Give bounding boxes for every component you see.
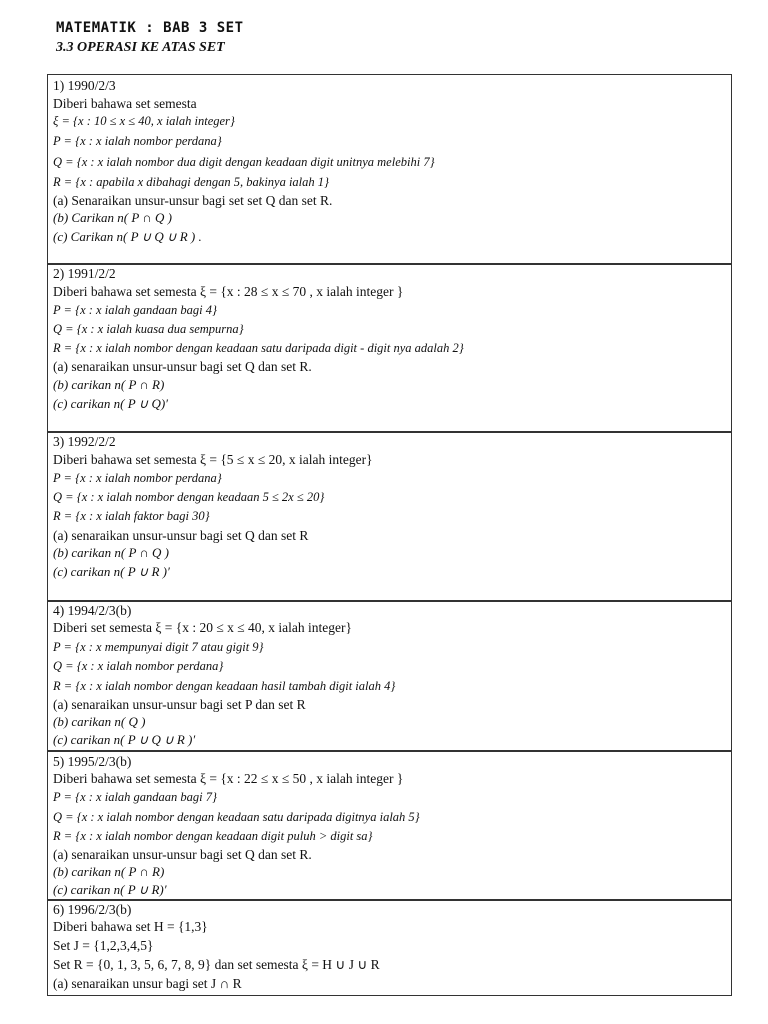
set-j-definition: Set J = {1,2,3,4,5} — [53, 938, 154, 953]
set-p-definition: P = {x : x ialah nombor perdana} — [53, 471, 222, 485]
set-q-definition: Q = {x : x ialah nombor perdana} — [53, 659, 224, 673]
part-a: (a) Senaraikan unsur-unsur bagi set set Q dan set R. — [53, 193, 333, 208]
question-box-6 — [47, 900, 732, 996]
set-q-definition: Q = {x : x ialah nombor dengan keadaan 5 ≤ 2x ≤ 20} — [53, 490, 325, 504]
set-r-definition: Set R = {0, 1, 3, 5, 6, 7, 8, 9} dan set semesta ξ = H ∪ J ∪ R — [53, 957, 380, 972]
page-title: MATEMATIK : BAB 3 SET — [56, 20, 244, 36]
question-number: 6) 1996/2/3(b) — [53, 902, 132, 917]
part-c: (c) Carikan n( P ∪ Q ∪ R ) . — [53, 229, 202, 244]
part-b: (b) carikan n( Q ) — [53, 714, 146, 729]
universal-set-definition: Diberi bahawa set semesta ξ = {x : 28 ≤ x ≤ 70 , x ialah integer } — [53, 284, 404, 299]
part-a: (a) senaraikan unsur bagi set J ∩ R — [53, 976, 242, 991]
universal-set-definition: Diberi bahawa set semesta ξ = {5 ≤ x ≤ 20, x ialah integer} — [53, 452, 373, 467]
question-number: 3) 1992/2/2 — [53, 434, 116, 449]
set-p-definition: P = {x : x ialah gandaan bagi 4} — [53, 303, 218, 317]
set-q-definition: Q = {x : x ialah nombor dengan keadaan satu daripada digitnya ialah 5} — [53, 810, 420, 824]
part-b: (b) carikan n( P ∩ Q ) — [53, 545, 170, 560]
part-b: (b) Carikan n( P ∩ Q ) — [53, 210, 172, 225]
set-r-definition: R = {x : x ialah nombor dengan keadaan digit puluh > digit sa} — [53, 829, 373, 843]
question-box-4 — [47, 601, 732, 751]
part-b: (b) carikan n( P ∩ R) — [53, 864, 165, 879]
set-h-definition: Diberi bahawa set H = {1,3} — [53, 919, 208, 934]
set-p-definition: P = {x : x ialah gandaan bagi 7} — [53, 790, 218, 804]
universal-set-definition: ξ = {x : 10 ≤ x ≤ 40, x ialah integer} — [53, 114, 235, 128]
question-box-2 — [47, 264, 732, 432]
set-r-definition: R = {x : apabila x dibahagi dengan 5, bakinya ialah 1} — [53, 175, 330, 189]
question-number: 4) 1994/2/3(b) — [53, 603, 132, 618]
set-r-definition: R = {x : x ialah nombor dengan keadaan hasil tambah digit ialah 4} — [53, 679, 396, 693]
set-q-definition: Q = {x : x ialah nombor dua digit dengan keadaan digit unitnya melebihi 7} — [53, 155, 435, 169]
set-q-definition: Q = {x : x ialah kuasa dua sempurna} — [53, 322, 244, 336]
part-a: (a) senaraikan unsur-unsur bagi set P dan set R — [53, 697, 306, 712]
question-line: Diberi bahawa set semesta — [53, 96, 197, 111]
set-r-definition: R = {x : x ialah faktor bagi 30} — [53, 509, 210, 523]
question-box-5 — [47, 751, 732, 900]
set-r-definition: R = {x : x ialah nombor dengan keadaan satu daripada digit - digit nya adalah 2} — [53, 341, 464, 355]
question-box-1 — [47, 74, 732, 264]
part-b: (b) carikan n( P ∩ R) — [53, 377, 165, 392]
part-c: (c) carikan n( P ∪ R )′ — [53, 564, 170, 579]
part-c: (c) carikan n( P ∪ Q)′ — [53, 396, 169, 411]
question-box-3 — [47, 432, 732, 601]
set-p-definition: P = {x : x ialah nombor perdana} — [53, 134, 222, 148]
question-number: 5) 1995/2/3(b) — [53, 754, 132, 769]
part-c: (c) carikan n( P ∪ R)′ — [53, 882, 167, 897]
set-p-definition: P = {x : x mempunyai digit 7 atau gigit 9} — [53, 640, 264, 654]
universal-set-definition: Diberi bahawa set semesta ξ = {x : 22 ≤ x ≤ 50 , x ialah integer } — [53, 771, 404, 786]
part-a: (a) senaraikan unsur-unsur bagi set Q dan set R. — [53, 847, 312, 862]
part-a: (a) senaraikan unsur-unsur bagi set Q dan set R. — [53, 359, 312, 374]
section-subtitle: 3.3 OPERASI KE ATAS SET — [56, 40, 225, 55]
question-number: 2) 1991/2/2 — [53, 266, 116, 281]
part-c: (c) carikan n( P ∪ Q ∪ R )′ — [53, 732, 196, 747]
part-a: (a) senaraikan unsur-unsur bagi set Q dan set R — [53, 528, 309, 543]
question-number: 1) 1990/2/3 — [53, 78, 116, 93]
universal-set-definition: Diberi set semesta ξ = {x : 20 ≤ x ≤ 40, x ialah integer} — [53, 620, 352, 635]
